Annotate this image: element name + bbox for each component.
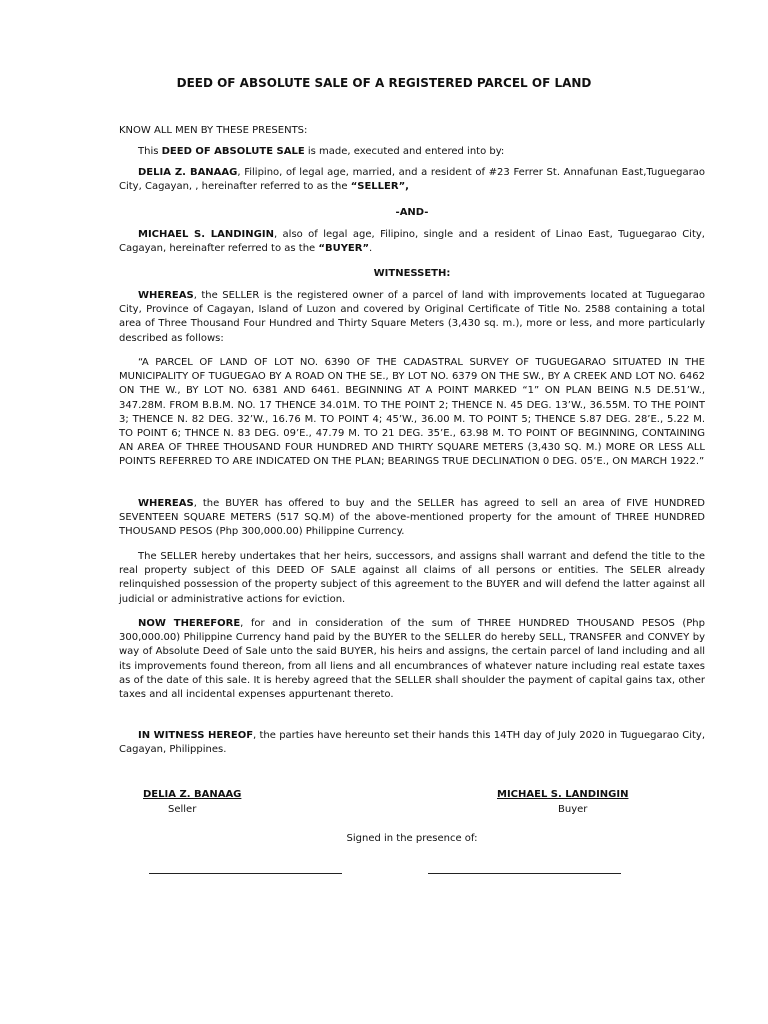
know-all-men: KNOW ALL MEN BY THESE PRESENTS: bbox=[119, 125, 308, 136]
now-therefore-paragraph bbox=[119, 617, 705, 702]
witnesseth-heading: WITNESSETH: bbox=[373, 268, 451, 279]
seller-signature-role: Seller bbox=[168, 804, 197, 815]
signed-presence: Signed in the presence of: bbox=[346, 833, 478, 844]
buyer-signature-role: Buyer bbox=[558, 804, 588, 815]
witness-signature-line-2 bbox=[428, 873, 621, 874]
seller-signature-name: DELIA Z. BANAAG bbox=[143, 789, 242, 800]
buyer-name: MICHAEL S. LANDINGIN bbox=[138, 229, 274, 240]
whereas-text-2: , the BUYER has offered to buy and the SELLER has agreed to sell an area of FIVE HUNDRED SEVENTEEN SQUARE METERS (517 SQ.M) of the above-mentioned property for the amount of THREE HUNDRED THOUSAND PESOS (Php 300,000.00) Philippine Currency. bbox=[119, 498, 705, 538]
in-witness-lead: IN WITNESS HEREOF bbox=[138, 730, 254, 741]
intro-deed-title: DEED OF ABSOLUTE SALE bbox=[161, 146, 305, 157]
warranty-paragraph: The SELLER hereby undertakes that her heirs, successors, and assigns shall warrant and defend the title to the real property subject of this DEED OF SALE against all claims of all persons or entities. The SELER already relinquished possession of the property subject of this agreement to the BUYER and will defend the latter against all judicial or administrative actions for eviction. bbox=[119, 551, 705, 605]
seller-label: “SELLER”, bbox=[350, 181, 409, 193]
buyer-signature-name: MICHAEL S. LANDINGIN bbox=[497, 789, 629, 800]
buyer-end: . bbox=[369, 243, 373, 255]
intro-text-2: is made, executed and entered into by: bbox=[304, 146, 505, 157]
buyer-label: “BUYER” bbox=[318, 243, 370, 255]
now-therefore-text: , for and in consideration of the sum of THREE HUNDRED THOUSAND PESOS (Php 300,000.00) Philippine Currency hand paid by the BUYER to the SELLER do hereby SELL, TRANSFER and CONVEY by way of Absolute Deed of Sale unto the said BUYER, his heirs and assigns, the certain parcel of land including and all its improvements found thereon, from all liens and all encumbrances of whatever nature including real estate taxes as of the date of this sale. It is hereby agreed that the SELLER shall shoulder the payment of capital gains tax, other taxes and all incidental expenses appurtenant thereto. bbox=[119, 618, 705, 701]
whereas-text-1: , the SELLER is the registered owner of a parcel of land with improvements located at Tuguegarao City, Province of Cagayan, Island of Luzon and covered by Original Certificate of Title No. 2588 containing a total area of Three Thousand Four Hundred and Thirty Square Meters (3,430 sq. m.), more or less, and more particularly described as follows: bbox=[119, 290, 705, 344]
document-title: DEED OF ABSOLUTE SALE OF A REGISTERED PARCEL OF LAND bbox=[176, 76, 592, 90]
in-witness-text: , the parties have hereunto set their hands this 14TH day of July 2020 in Tuguegarao City, Cagayan, Philippines. bbox=[119, 730, 706, 756]
buyer-paragraph bbox=[119, 228, 705, 256]
witness-signature-line-1 bbox=[149, 873, 342, 874]
now-therefore-lead: NOW THEREFORE bbox=[138, 618, 241, 629]
seller-paragraph bbox=[119, 166, 705, 194]
whereas-lead-1: WHEREAS bbox=[138, 290, 194, 301]
intro-text-1: This bbox=[138, 146, 162, 157]
seller-name: DELIA Z. BANAAG bbox=[138, 167, 238, 178]
and-separator: -AND- bbox=[395, 207, 429, 218]
buyer-text: , also of legal age, Filipino, single and a resident of Linao East, Tuguegarao City, Cagayan, hereinafter referred to as the bbox=[119, 229, 705, 255]
whereas-paragraph-1 bbox=[119, 289, 705, 346]
technical-description: “A PARCEL OF LAND OF LOT NO. 6390 OF THE CADASTRAL SURVEY OF TUGUEGARAO SITUATED IN THE MUNICIPALITY OF TUGUEGAO BY A ROAD ON THE SE., BY LOT NO. 6379 ON THE SW., BY A CREEK AND LOT NO. 6462 ON THE W., BY LOT NO. 6381 AND 6461. BEGINNING AT A POINT MARKED “1” ON PLAN BEING N.5 DE.51’W., 347.28M. FROM B.B.M. NO. 17 THENCE 34.01M. TO THE POINT 2; THENCE N. 45 DEG. 13’W., 36.55M. TO THE POINT 3; THENCE N. 82 DEG. 32’W., 16.76 M. TO POINT 4; 45’W., 36.00 M. TO POINT 5; THENCE S.87 DEG. 28’E., 5.22 M. TO POINT 6; THNCE N. 83 DEG. 09’E., 47.79 M. TO 21 DEG. 35’E., 63.98 M. TO POINT OF BEGINNING, CONTAINING AN AREA OF THREE THOUSAND FOUR HUNDRED AND THIRTY SQUARE METERS (3,430 SQ. M.) MORE OR LESS ALL POINTS REFERRED TO ARE INDICATED ON THE PLAN; BEARINGS TRUE DECLINATION 0 DEG. 05’E., ON MARCH 1922.” bbox=[119, 357, 705, 468]
whereas-paragraph-2 bbox=[119, 497, 705, 540]
intro-paragraph bbox=[119, 145, 705, 159]
whereas-lead-2: WHEREAS bbox=[138, 498, 194, 509]
in-witness-paragraph bbox=[119, 729, 705, 757]
seller-text: , Filipino, of legal age, married, and a resident of #23 Ferrer St. Annafunan East,Tuguegarao City, Cagayan, , hereinafter referred to as the bbox=[119, 167, 705, 193]
